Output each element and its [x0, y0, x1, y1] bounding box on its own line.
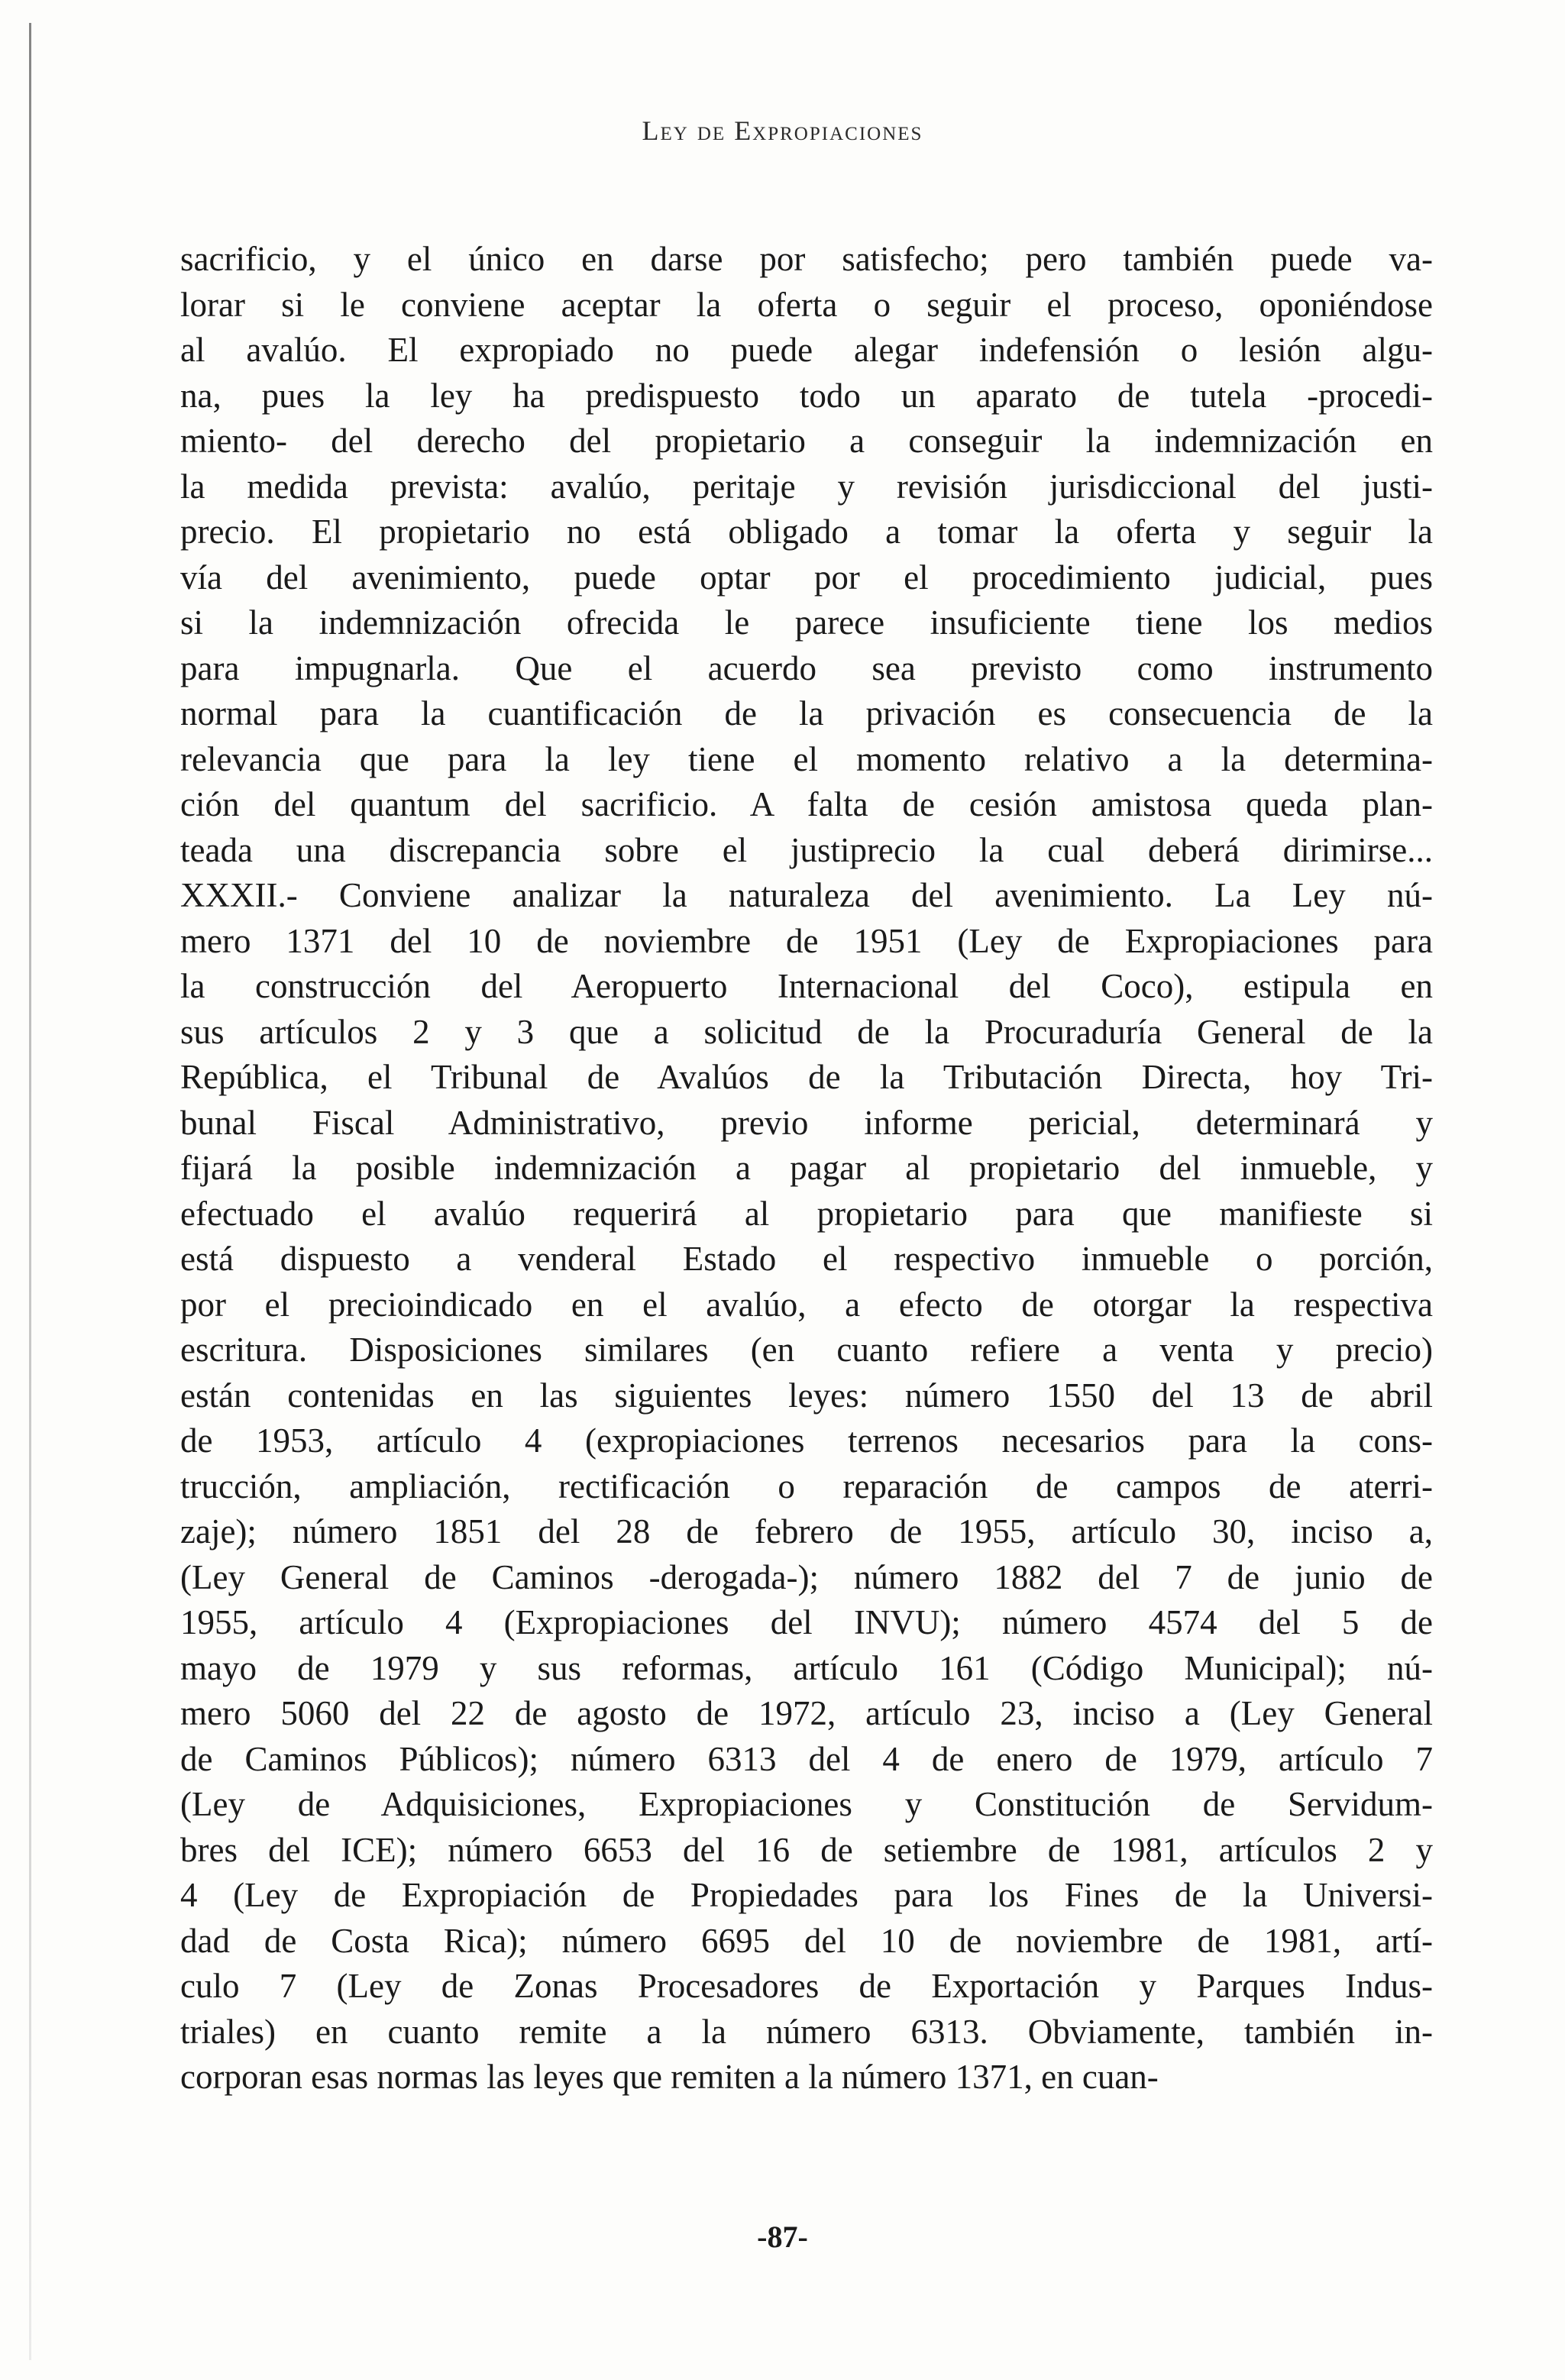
- page-binding-edge: [29, 23, 31, 2360]
- text-line: vía del avenimiento, puede optar por el procedimiento judicial, pues: [180, 558, 1433, 597]
- text-line: bunal Fiscal Administrativo, previo informe pericial, determinará y: [180, 1103, 1433, 1142]
- text-line: la construcción del Aeropuerto Internacional del Coco), estipula en: [180, 967, 1433, 1005]
- text-line: relevancia que para la ley tiene el momento relativo a la determina-: [180, 739, 1433, 778]
- text-line: XXXII.- Conviene analizar la naturaleza del avenimiento. La Ley nú-: [180, 876, 1433, 914]
- text-line: mero 1371 del 10 de noviembre de 1951 (Ley de Expropiaciones para: [180, 921, 1433, 960]
- text-line: na, pues la ley ha predispuesto todo un aparato de tutela -procedi-: [180, 376, 1433, 415]
- text-line: corporan esas normas las leyes que remiten a la número 1371, en cuan-: [180, 2058, 1159, 2096]
- text-line: zaje); número 1851 del 28 de febrero de 1955, artículo 30, inciso a,: [180, 1512, 1433, 1551]
- text-line: para impugnarla. Que el acuerdo sea previsto como instrumento: [180, 648, 1433, 687]
- text-line: fijará la posible indemnización a pagar al propietario del inmueble, y: [180, 1149, 1433, 1187]
- text-line: bres del ICE); número 6653 del 16 de setiembre de 1981, artículos 2 y: [180, 1830, 1433, 1869]
- text-line: culo 7 (Ley de Zonas Procesadores de Exportación y Parques Indus-: [180, 1967, 1433, 2005]
- text-line: al avalúo. El expropiado no puede alegar indefensión o lesión algu-: [180, 331, 1433, 369]
- text-line: trucción, ampliación, rectificación o reparación de campos de aterri-: [180, 1466, 1433, 1505]
- text-line: de Caminos Públicos); número 6313 del 4 de enero de 1979, artículo 7: [180, 1739, 1433, 1778]
- text-line: escritura. Disposiciones similares (en cuanto refiere a venta y precio): [180, 1331, 1433, 1369]
- text-line: si la indemnización ofrecida le parece insuficiente tiene los medios: [180, 603, 1433, 642]
- text-line: efectuado el avalúo requerirá al propietario para que manifieste si: [180, 1194, 1433, 1233]
- text-line: mero 5060 del 22 de agosto de 1972, artículo 23, inciso a (Ley General: [180, 1694, 1433, 1732]
- text-line: miento- del derecho del propietario a conseguir la indemnización en: [180, 422, 1433, 460]
- text-line: por el precioindicado en el avalúo, a efecto de otorgar la respectiva: [180, 1285, 1433, 1324]
- text-line: ción del quantum del sacrificio. A falta de cesión amistosa queda plan-: [180, 785, 1433, 823]
- text-line: (Ley de Adquisiciones, Expropiaciones y Constitución de Servidum-: [180, 1785, 1433, 1823]
- text-line: está dispuesto a venderal Estado el respectivo inmueble o porción,: [180, 1240, 1433, 1278]
- text-line: la medida prevista: avalúo, peritaje y revisión jurisdiccional del justi-: [180, 467, 1433, 506]
- text-line: sus artículos 2 y 3 que a solicitud de la Procuraduría General de la: [180, 1012, 1433, 1051]
- text-line: 1955, artículo 4 (Expropiaciones del INVU); número 4574 del 5 de: [180, 1603, 1433, 1641]
- running-head: Ley de Expropiaciones: [642, 115, 923, 146]
- text-line: dad de Costa Rica); número 6695 del 10 de noviembre de 1981, artí-: [180, 1921, 1433, 1960]
- text-line: están contenidas en las siguientes leyes: número 1550 del 13 de abril: [180, 1376, 1433, 1415]
- text-line: mayo de 1979 y sus reformas, artículo 161 (Código Municipal); nú-: [180, 1648, 1433, 1687]
- text-line: triales) en cuanto remite a la número 6313. Obviamente, también in-: [180, 2012, 1433, 2051]
- text-line: 4 (Ley de Expropiación de Propiedades para los Fines de la Universi-: [180, 1876, 1433, 1914]
- text-line: lorar si le conviene aceptar la oferta o seguir el proceso, oponiéndose: [180, 285, 1433, 324]
- body-text: [180, 237, 1433, 2100]
- text-line: de 1953, artículo 4 (expropiaciones terrenos necesarios para la cons-: [180, 1421, 1433, 1460]
- text-line: sacrificio, y el único en darse por satisfecho; pero también puede va-: [180, 240, 1433, 278]
- text-line: teada una discrepancia sobre el justiprecio la cual deberá dirimirse...: [180, 830, 1433, 869]
- text-line: precio. El propietario no está obligado a tomar la oferta y seguir la: [180, 513, 1433, 551]
- text-line: República, el Tribunal de Avalúos de la Tributación Directa, hoy Tri-: [180, 1058, 1433, 1096]
- text-line: normal para la cuantificación de la privación es consecuencia de la: [180, 694, 1433, 732]
- page-number: -87-: [757, 2220, 808, 2254]
- text-line: (Ley General de Caminos -derogada-); número 1882 del 7 de junio de: [180, 1557, 1433, 1596]
